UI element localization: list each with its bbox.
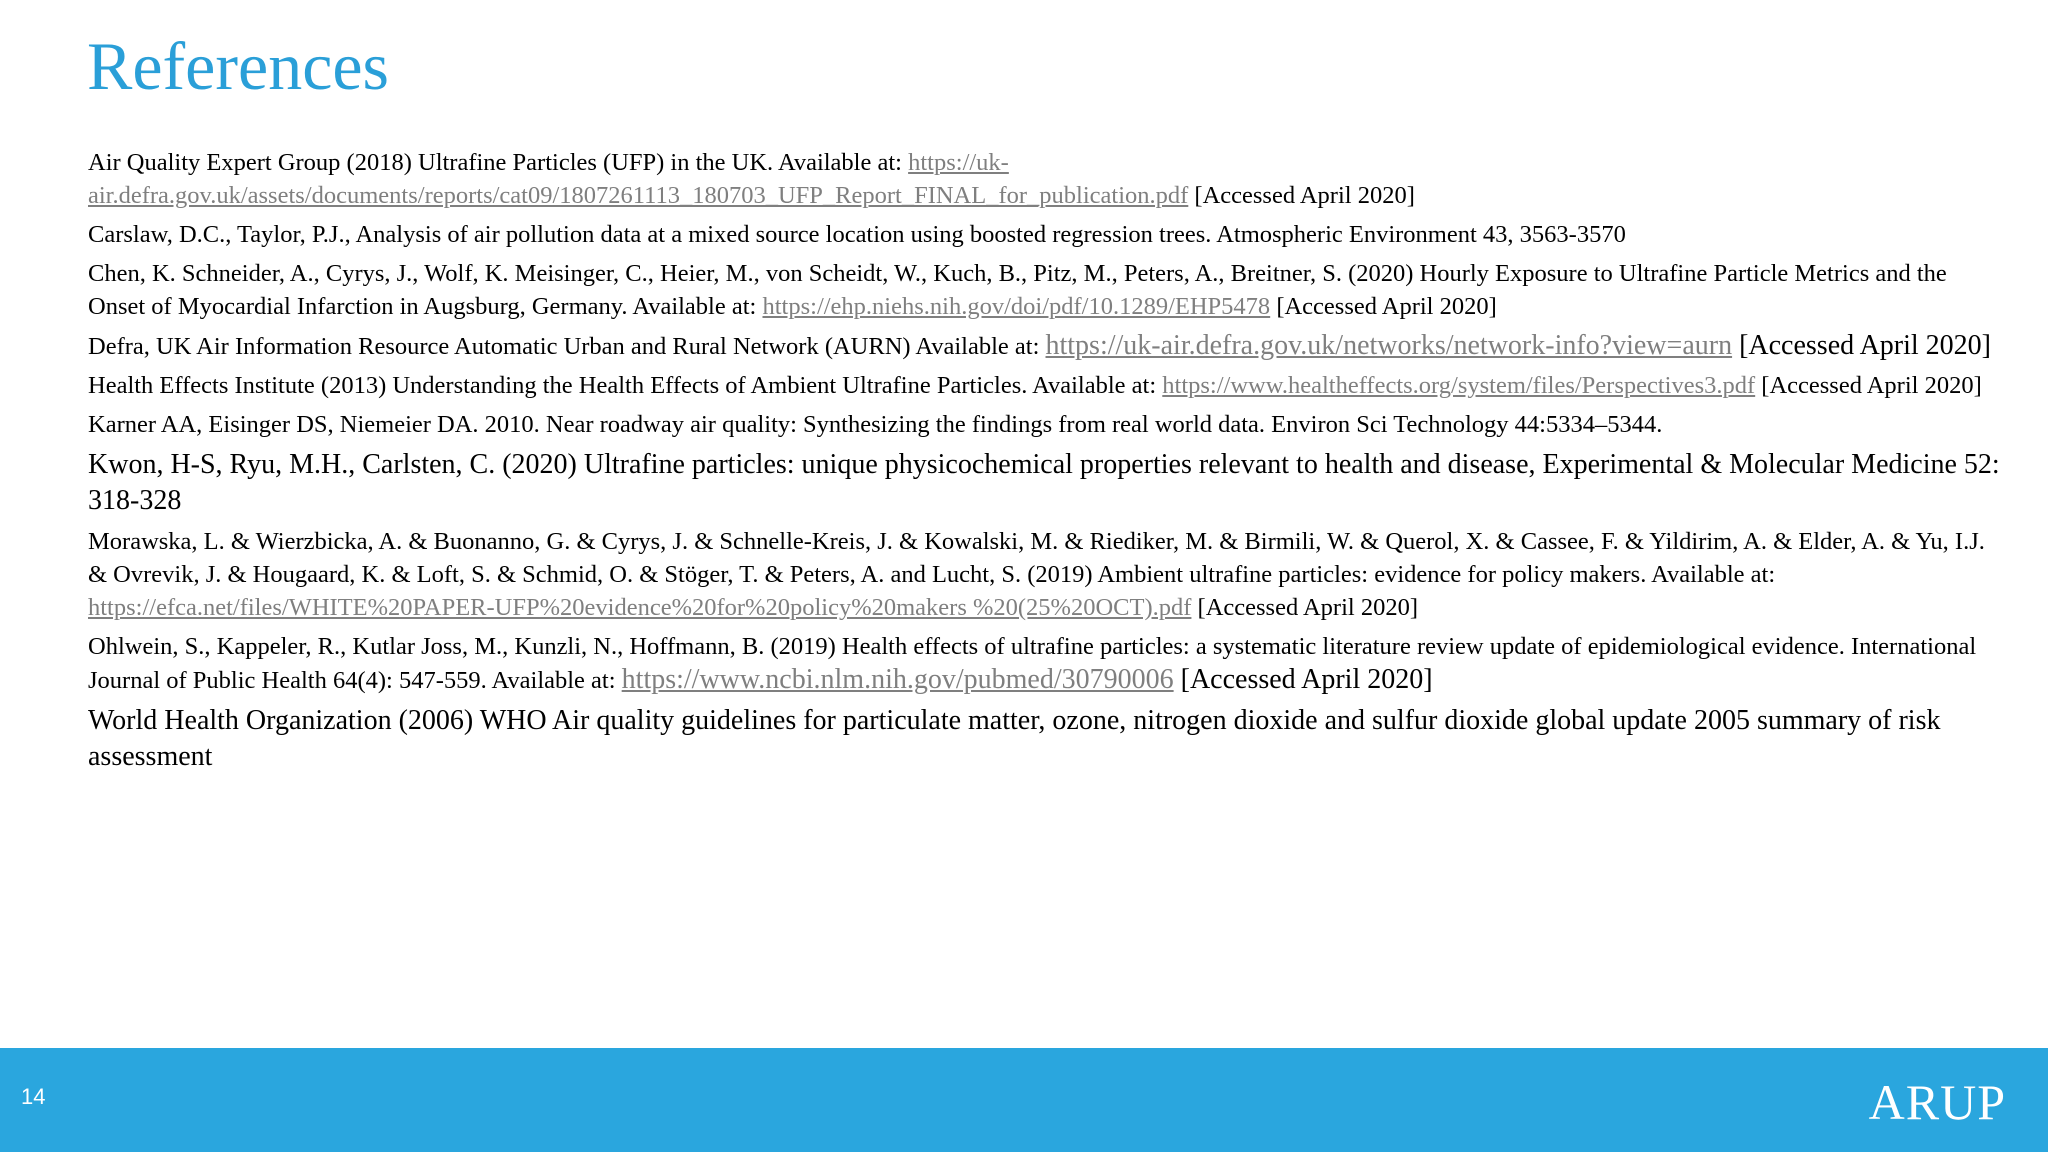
reference-link[interactable]: https://uk-air.defra.gov.uk/assets/documents/reports/cat09/1807261113_180703_UFP_Report_FINAL_for_publication.pdf	[88, 149, 1189, 209]
reference-text: Kwon, H-S, Ryu, M.H., Carlsten, C. (2020) Ultrafine particles: unique physicochemical properties relevant to health and disease, Experimental & Molecular Medicine 52: 318-328	[88, 449, 2000, 516]
footer-band	[0, 1048, 2048, 1152]
reference-text: Karner AA, Eisinger DS, Niemeier DA. 2010. Near roadway air quality: Synthesizing the findings from real world data. Environ Sci Technology 44:5334–5344.	[88, 411, 1663, 438]
reference-accessed: [Accessed April 2020]	[1191, 594, 1418, 621]
reference-text: Morawska, L. & Wierzbicka, A. & Buonanno, G. & Cyrys, J. & Schnelle-Kreis, J. & Kowalski, M. & Riediker, M. & Birmili, W. & Querol, X. & Cassee, F. & Yildirim, A. & Elder, A. & Yu, I.J. & Ovrevik, J. & Hougaard, K. & Loft, S. & Schmid, O. & Stöger, T. & Peters, A. and Lucht, S. (2019) Ambient ultrafine particles: evidence for policy makers. Available at:	[88, 528, 1985, 588]
reference-item	[88, 447, 2003, 519]
reference-item	[88, 146, 2003, 212]
reference-link[interactable]: https://uk-air.defra.gov.uk/networks/network-info?view=aurn	[1045, 330, 1733, 361]
reference-text: Ohlwein, S., Kappeler, R., Kutlar Joss, M., Kunzli, N., Hoffmann, B. (2019) Health effects of ultrafine particles: a systematic literature review update of epidemiological evidence. International Journal of Public Health 64(4): 547-559. Available at:	[88, 633, 1977, 694]
slide-title: References	[87, 28, 390, 104]
reference-item	[88, 369, 2003, 402]
reference-text: Defra, UK Air Information Resource Automatic Urban and Rural Network (AURN) Available at:	[88, 333, 1046, 360]
page-number: 14	[21, 1084, 46, 1109]
reference-text: Carslaw, D.C., Taylor, P.J., Analysis of air pollution data at a mixed source location using boosted regression trees. Atmospheric Environment 43, 3563-3570	[88, 221, 1626, 248]
reference-link[interactable]: https://efca.net/files/WHITE%20PAPER-UFP%20evidence%20for%20policy%20makers %20(25%20OCT).pdf	[88, 594, 1192, 621]
reference-text: Health Effects Institute (2013) Understanding the Health Effects of Ambient Ultrafine Particles. Available at:	[88, 372, 1163, 399]
reference-item	[88, 525, 2003, 624]
reference-accessed: [Accessed April 2020]	[1732, 330, 1992, 361]
reference-accessed: [Accessed April 2020]	[1270, 293, 1497, 320]
reference-accessed: [Accessed April 2020]	[1173, 664, 1433, 695]
reference-list	[88, 146, 2003, 781]
reference-link[interactable]: https://ehp.niehs.nih.gov/doi/pdf/10.1289/EHP5478	[762, 293, 1271, 320]
reference-item	[88, 257, 2003, 323]
arup-logo: ARUP	[1868, 1074, 2006, 1130]
reference-item	[88, 218, 2003, 251]
reference-item	[88, 630, 2003, 697]
reference-text: Chen, K. Schneider, A., Cyrys, J., Wolf, K. Meisinger, C., Heier, M., von Scheidt, W., Kuch, B., Pitz, M., Peters, A., Breitner, S. (2020) Hourly Exposure to Ultrafine Particle Metrics and the Onset of Myocardial Infarction in Augsburg, Germany. Available at:	[88, 260, 1947, 320]
reference-text: World Health Organization (2006) WHO Air quality guidelines for particulate matter, ozone, nitrogen dioxide and sulfur dioxide global update 2005 summary of risk assessment	[88, 705, 1941, 772]
reference-link[interactable]: https://www.ncbi.nlm.nih.gov/pubmed/30790006	[621, 664, 1174, 695]
reference-item	[88, 329, 2003, 363]
reference-text: Air Quality Expert Group (2018) Ultrafine Particles (UFP) in the UK. Available at:	[88, 149, 909, 176]
reference-link[interactable]: https://www.healtheffects.org/system/files/Perspectives3.pdf	[1162, 372, 1756, 399]
reference-item	[88, 408, 2003, 441]
reference-item	[88, 703, 2003, 775]
reference-accessed: [Accessed April 2020]	[1755, 372, 1982, 399]
reference-accessed: [Accessed April 2020]	[1188, 182, 1415, 209]
